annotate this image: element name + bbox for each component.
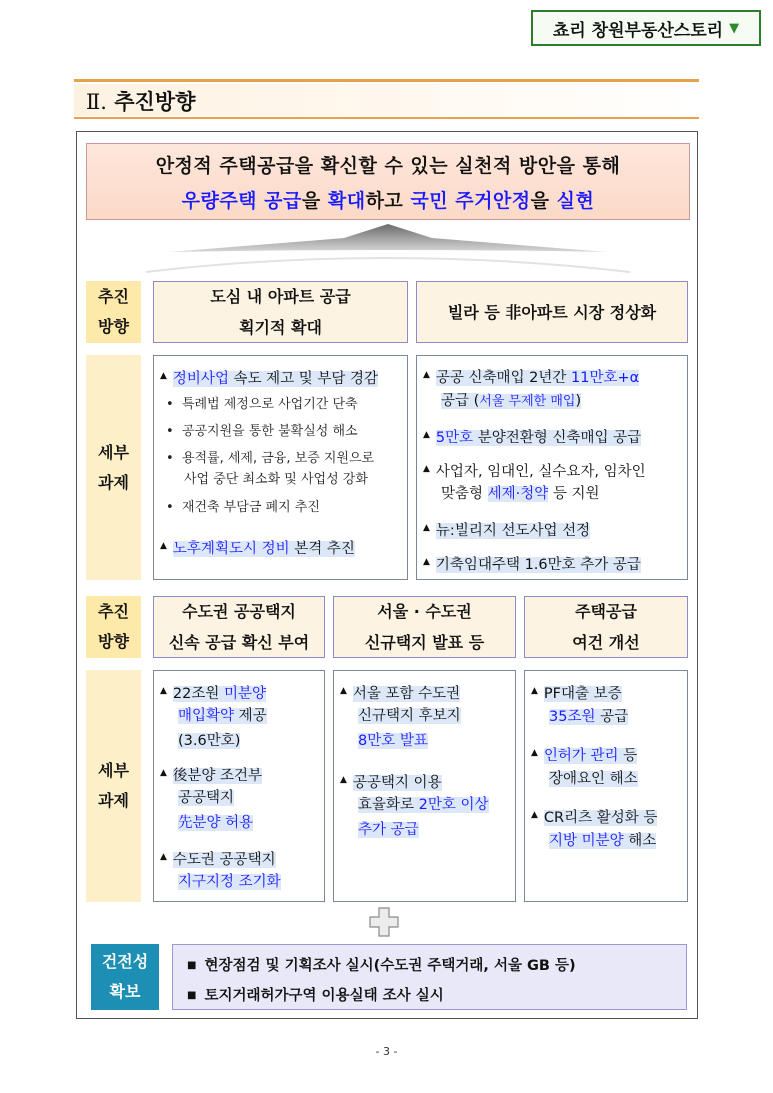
task-box-supply-conditions (524, 670, 688, 902)
task-item: ▲ 後분양 조건부 (160, 768, 263, 784)
sub-task: 사업 중단 최소화 및 사업성 강화 (184, 472, 368, 487)
section-title-text: 추진방향 (114, 90, 196, 114)
direction-box-villa (416, 281, 688, 343)
task-item: ▲ 노후계획도시 정비 본격 추진 (160, 541, 355, 557)
task-item: ▲ 5만호 분양전환형 신축매입 공급 (423, 430, 642, 446)
triangle-up-icon: ▲ (423, 464, 430, 474)
direction-line: 도심 내 아파트 공급 (210, 287, 351, 306)
row-label-tasks-2 (86, 670, 141, 902)
row-label-direction-1 (86, 281, 141, 343)
triangle-up-icon: ▲ (340, 775, 347, 785)
task-item: ▲ CR리츠 활성화 등 (531, 810, 658, 826)
direction-box-supply-conditions (524, 596, 688, 658)
triangle-up-icon: ▲ (423, 430, 430, 440)
task-item: ▲ 뉴:빌리지 선도사업 선정 (423, 523, 591, 539)
task-item-cont: 맞춤형 세제·청약 등 지원 (441, 486, 600, 502)
triangle-up-icon: ▲ (531, 686, 538, 696)
triangle-up-icon: ▲ (423, 370, 430, 380)
sub-task: • 재건축 부담금 폐지 추진 (166, 500, 320, 515)
vision-seg: 확대 (327, 189, 366, 212)
vision-seg: 실현 (556, 189, 595, 212)
task-item-cont: 매입확약 제공 (178, 708, 267, 724)
vision-seg: 국민 주거안정 (410, 189, 531, 212)
vision-line-1: 안정적 주택공급을 확신할 수 있는 실천적 방안을 통해 (155, 154, 621, 177)
direction-box-apartment (153, 281, 408, 343)
task-item-cont: 공급 (서울 무제한 매입) (441, 393, 582, 409)
section-rule-top (74, 79, 699, 82)
triangle-up-icon: ▲ (531, 748, 538, 758)
triangle-up-icon: ▲ (531, 810, 538, 820)
section-rule-bottom (74, 117, 699, 119)
safety-item: ■ 토지거래허가구역 이용실태 조사 실시 (187, 988, 444, 1004)
triangle-up-icon: ▲ (160, 541, 167, 551)
triangle-down-icon: ▼ (729, 20, 740, 36)
row-label-tasks-1 (86, 355, 141, 580)
task-item-cont: 지구지정 조기화 (178, 874, 281, 890)
row-label-text: 방향 (98, 632, 129, 651)
section-title (86, 86, 195, 116)
direction-line: 여건 개선 (572, 633, 640, 652)
task-item-cont: 지방 미분양 해소 (549, 833, 657, 849)
vision-line-2 (182, 186, 595, 213)
direction-line: 빌라 등 非아파트 시장 정상화 (447, 302, 657, 322)
task-item-cont: 장애요인 해소 (549, 771, 638, 787)
task-item-cont: 신규택지 후보지 (358, 708, 461, 724)
safety-box (172, 944, 687, 1010)
task-item-cont: 효율화로 2만호 이상 (358, 797, 489, 813)
direction-box-capital-land (153, 596, 325, 658)
task-box-apartment (153, 355, 408, 580)
vision-seg: 우량주택 공급 (181, 189, 302, 212)
row-label-text: 방향 (98, 317, 129, 336)
direction-box-new-land (333, 596, 516, 658)
direction-line: 주택공급 (575, 602, 637, 621)
sub-task: • 공공지원을 통한 불확실성 해소 (166, 424, 358, 439)
triangle-up-icon: ▲ (340, 686, 347, 696)
direction-line: 수도권 공공택지 (182, 602, 296, 621)
row-label-text: 세부 (98, 761, 129, 780)
plus-icon (368, 906, 400, 938)
row-label-text: 추진 (98, 602, 129, 621)
sub-task: • 용적률, 세제, 금융, 보증 지원으로 (166, 451, 375, 466)
task-item-cont: (3.6만호) (178, 733, 241, 749)
row-label-text: 추진 (98, 287, 129, 306)
task-item: ▲ 기축임대주택 1.6만호 추가 공급 (423, 557, 641, 573)
direction-line: 서울 · 수도권 (377, 602, 472, 621)
safety-label-text: 확보 (109, 982, 141, 1001)
task-item: ▲ 인허가 관리 등 (531, 748, 638, 764)
task-box-villa (416, 355, 688, 580)
vision-seg: 을 (301, 189, 328, 212)
upward-arrow-fan-icon (86, 222, 690, 274)
direction-line: 획기적 확대 (239, 318, 322, 337)
source-badge (531, 10, 761, 46)
task-box-new-land (333, 670, 516, 902)
task-item: ▲ 수도권 공공택지 (160, 852, 276, 868)
square-bullet-icon: ■ (187, 960, 197, 971)
row-label-text: 과제 (98, 791, 129, 810)
task-item: ▲ 공공택지 이용 (340, 775, 442, 791)
triangle-up-icon: ▲ (160, 768, 167, 778)
sub-task: • 특례법 제정으로 사업기간 단축 (166, 397, 358, 412)
safety-label-text: 건전성 (101, 952, 149, 971)
badge-text: 쵸리 창원부동산스토리 (552, 20, 724, 41)
section-number: Ⅱ. (86, 90, 107, 114)
task-item: ▲ 정비사업 속도 제고 및 부담 경감 (160, 371, 379, 387)
task-item-cont: 35조원 공급 (549, 709, 629, 725)
task-item: ▲ 22조원 미분양 (160, 686, 267, 702)
row-label-text: 세부 (98, 442, 129, 462)
task-item-cont: 8만호 발표 (358, 733, 428, 749)
task-item: ▲ 사업자, 임대인, 실수요자, 임차인 (423, 464, 646, 480)
task-item-cont: 先분양 허용 (178, 815, 254, 831)
triangle-up-icon: ▲ (423, 523, 430, 533)
triangle-up-icon: ▲ (160, 852, 167, 862)
vision-seg: 하고 (365, 189, 411, 212)
vision-banner (86, 143, 690, 220)
triangle-up-icon: ▲ (160, 686, 167, 696)
task-item-cont: 공공택지 (178, 790, 235, 806)
task-box-capital-land (153, 670, 325, 902)
task-item: ▲ 공공 신축매입 2년간 11만호+α (423, 370, 640, 386)
row-label-direction-2 (86, 596, 141, 658)
vision-seg: 을 (530, 189, 557, 212)
triangle-up-icon: ▲ (160, 371, 167, 381)
safety-item: ■ 현장점검 및 기획조사 실시(수도권 주택거래, 서울 GB 등) (187, 958, 576, 974)
direction-line: 신속 공급 확신 부여 (168, 633, 310, 652)
row-label-text: 과제 (98, 472, 129, 492)
direction-line: 신규택지 발표 등 (364, 633, 485, 652)
task-item-cont: 추가 공급 (358, 822, 419, 838)
page-number: - 3 - (375, 1045, 398, 1058)
safety-label (91, 944, 159, 1010)
square-bullet-icon: ■ (187, 990, 197, 1001)
task-item: ▲ 서울 포함 수도권 (340, 686, 461, 702)
triangle-up-icon: ▲ (423, 557, 430, 567)
task-item: ▲ PF대출 보증 (531, 686, 622, 702)
